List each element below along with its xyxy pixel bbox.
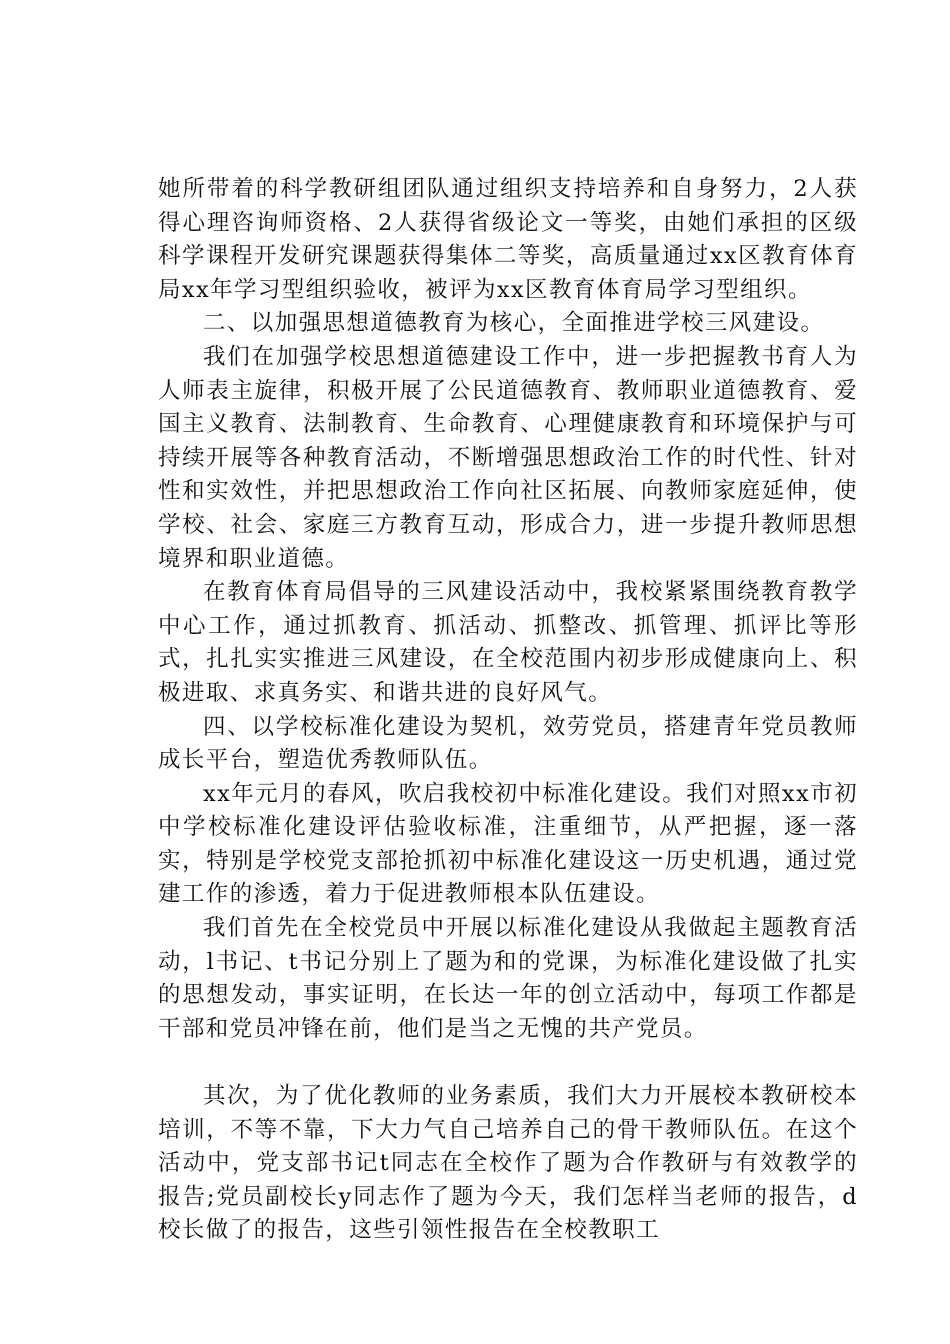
paragraph-7: 我们首先在全校党员中开展以标准化建设从我做起主题教育活动，l书记、t书记分别上了题为和的党课，为标准化建设做了扎实的思想发动，事实证明，在长达一年的创立活动中，每项工作都是干部和党员冲锋在前，他们是当之无愧的共产党员。 (158, 915, 858, 1042)
paragraph-8: 其次，为了优化教师的业务素质，我们大力开展校本教研校本培训，不等不靠，下大力气自己培养自己的骨干教师队伍。在这个活动中，党支部书记t同志在全校作了题为合作教研与有效教学的报告;党员副校长y同志作了题为今天，我们怎样当老师的报告，d校长做了的报告，这些引领性报告在全校教职工 (158, 1083, 858, 1244)
paragraph-1: 她所带着的科学教研组团队通过组织支持培养和自身努力，2人获得心理咨询师资格、2人获得省级论文一等奖，由她们承担的区级科学课程开发研究课题获得集体二等奖，高质量通过xx区教育体育局xx年学习型组织验收，被评为xx区教育体育局学习型组织。 (158, 176, 858, 303)
paragraph-3: 我们在加强学校思想道德建设工作中，进一步把握教书育人为人师表主旋律，积极开展了公民道德教育、教师职业道德教育、爱国主义教育、法制教育、生命教育、心理健康教育和环境保护与可持续开展等各种教育活动，不断增强思想政治工作的时代性、针对性和实效性，并把思想政治工作向社区拓展、向教师家庭延伸，使学校、社会、家庭三方教育互动，形成合力，进一步提升教师思想境界和职业道德。 (158, 343, 858, 572)
section-heading-2: 二、以加强思想道德教育为核心，全面推进学校三风建设。 (203, 310, 825, 337)
paragraph-6: xx年元月的春风，吹启我校初中标准化建设。我们对照xx市初中学校标准化建设评估验收标准，注重细节，从严把握，逐一落实，特别是学校党支部抢抓初中标准化建设这一历史机遇，通过党建工作的渗透，着力于促进教师根本队伍建设。 (158, 780, 858, 908)
document-body (158, 173, 858, 1248)
section-heading-4: 四、以学校标准化建设为契机，效劳党员，搭建青年党员教师成长平台，塑造优秀教师队伍。 (158, 713, 858, 774)
paragraph-gap (158, 1046, 858, 1080)
paragraph-4: 在教育体育局倡导的三风建设活动中，我校紧紧围绕教育教学中心工作，通过抓教育、抓活动、抓整改、抓管理、抓评比等形式，扎扎实实推进三风建设，在全校范围内初步形成健康向上、积极进取、求真务实、和谐共进的良好风气。 (158, 579, 858, 706)
